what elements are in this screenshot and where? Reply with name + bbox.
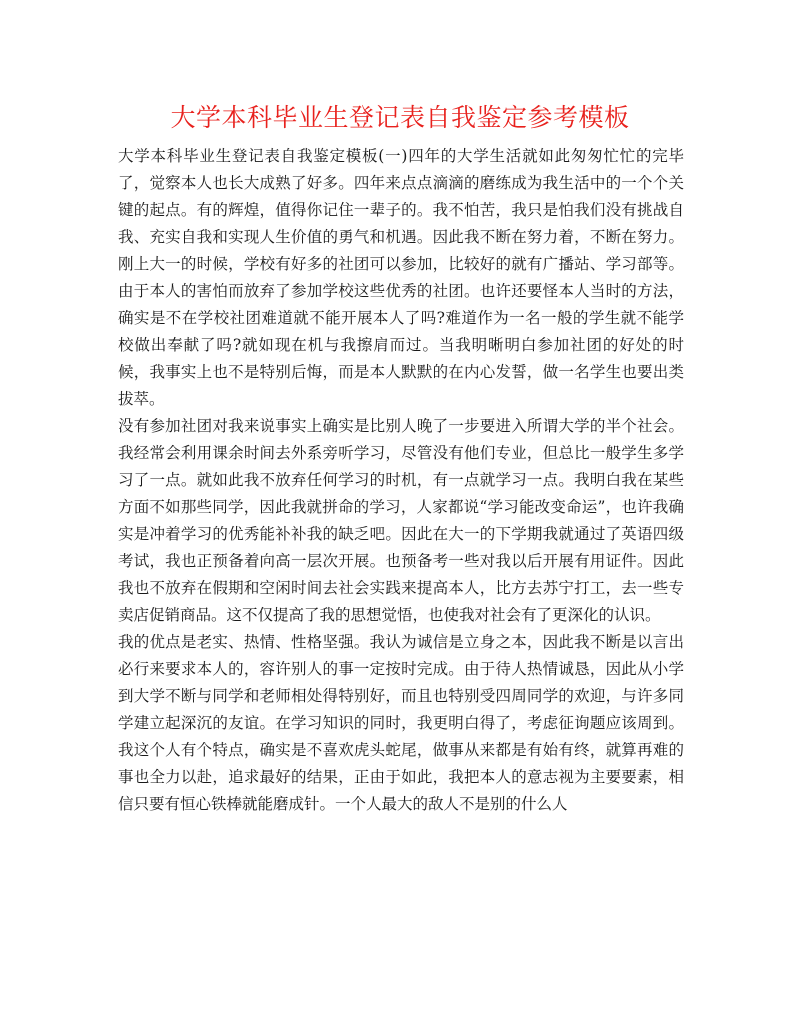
document-body xyxy=(118,143,684,818)
document-title: 大学本科毕业生登记表自我鉴定参考模板 xyxy=(170,103,630,132)
paragraph-1: 大学本科毕业生登记表自我鉴定模板(一)四年的大学生活就如此匆匆忙忙的完毕了，觉察本人也长大成熟了好多。四年来点点滴滴的磨练成为我生活中的一个个关键的起点。有的辉煌，值得你记住一辈子的。我不怕苦，我只是怕我们没有挑战自我、充实自我和实现人生价值的勇气和机遇。因此我不断在努力着，不断在努力。刚上大一的时候，学校有好多的社团可以参加，比较好的就有广播站、学习部等。由于本人的害怕而放弃了参加学校这些优秀的社团。也许还要怪本人当时的方法，确实是不在学校社团难道就不能开展本人了吗?难道作为一名一般的学生就不能学校做出奉献了吗?就如现在机与我擦肩而过。当我明晰明白参加社团的好处的时候，我事实上也不是特别后悔，而是本人默默的在内心发誓，做一名学生也要出类拔萃。 xyxy=(118,147,684,408)
paragraph-3: 我的优点是老实、热情、性格坚强。我认为诚信是立身之本，因此我不断是以言出必行来要求本人的，容许别人的事一定按时完成。由于待人热情诚恳，因此从小学到大学不断与同学和老师相处得特别好，而且也特别受四周同学的欢迎，与许多同学建立起深沉的友谊。在学习知识的同时，我更明白得了，考虑征询题应该周到。我这个人有个特点，确实是不喜欢虎头蛇尾，做事从来都是有始有终，就算再难的事也全力以赴，追求最好的结果，正由于如此，我把本人的意志视为主要要素，相信只要有恒心铁棒就能磨成针。一个人最大的敌人不是别的什么人 xyxy=(118,633,684,813)
paragraph-2: 没有参加社团对我来说事实上确实是比别人晚了一步要进入所谓大学的半个社会。我经常会利用课余时间去外系旁听学习，尽管没有他们专业，但总比一般学生多学习了一点。就如此我不放弃任何学习的时机，有一点就学习一点。我明白我在某些方面不如那些同学，因此我就拼命的学习，人家都说“学习能改变命运”，也许我确实是冲着学习的优秀能补补我的缺乏吧。因此在大一的下学期我就通过了英语四级考试，我也正预备着向高一层次开展。也预备考一些对我以后开展有用证件。因此我也不放弃在假期和空闲时间去社会实践来提高本人，比方去苏宁打工，去一些专卖店促销商品。这不仅提高了我的思想觉悟，也使我对社会有了更深化的认识。 xyxy=(118,417,684,624)
